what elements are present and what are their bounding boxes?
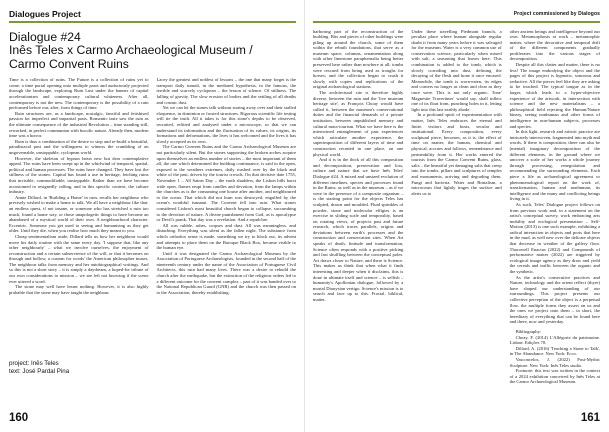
running-header: Project commissioned by Dialogos [513, 11, 600, 17]
paragraph: The Carmo Convent Ruins and the Carmo Archaeological Museum are not particularly silent. But the stones supporting the broken arches acquire upon themselves an endless number of stories – the most important of them all, the one which determined the building continuance, is said in the open, exposed to the weathers extremes, daily washed over by the black and white of the past, driven by the tourist crowds. On that decisive date 1755, November 1 – All Saints Day – the earth shudders, the Lisbon hills burst wide open, flames erupt from candles and devotion, from the lamps within the churches as is the consuming one house after another, and neighboured to the ocean. That which did not burn was destroyed, engulfed by the ocean's wrathful tsunami. The Convent fell into ruin. What stones considered Lisbon's most beautiful church began to collapse, succumbing to the devotion of nature. A divine punishment from God, as is apocalypse or Devil's prank. That day was a revelation. And a sepulchre. [156, 144, 296, 223]
title-line: Dialogue #24 [9, 29, 81, 44]
header-rule [313, 21, 600, 23]
footnote: Footnote: this text was written in the context of a 2024 exhibition conceived by Inês Teles at the Carmo Archaeological Museum. [509, 368, 600, 385]
article-title [9, 31, 296, 72]
header-rule [9, 21, 296, 23]
paragraph: Cheap sentimentalism aside, Dillard tells us how her neighbour would move his daily routine with the same every day. 'I suppose that, like any other neighbourly' – what we involve ourselves, the enjoyment of reconstruction and a certain subservience of the will, or that it becomes on through and hollow, a custom for words' the American philosopher muses. The neighbour talks from memory and her autobiographical writings. And so this is not a short story – it is simply a daydream, a hoped-for tribute of our own considerations to mission – we are left not knowing if the scene ever uttered a word. [9, 233, 149, 284]
text-column-1 [9, 77, 149, 355]
title-line: Carmo Convent Ruins [9, 56, 129, 71]
running-header: Dialogues Project [9, 9, 81, 19]
bibliography-entry: Dillard, A. (2016) 'Teaching a Stone to Talk', in The Abundance. New York: Ecco. [509, 345, 600, 357]
paragraph: Despite all this clatter and matter, there is no less! The image embodying the object and the pages of this project is hypnotic, sonorous and seductive. All the pieces feel like they are asking to be touched. The typical tongue as in the larger, which leads to a hyper-objective experience of the artwork, in intersection with science and the new materialisms – a philosophical field rejecting the Human/Nature binary, seeing nonhuman and other forms of intelligence in non-human subjects, processes and species. [509, 62, 600, 129]
text-column-2 [411, 29, 501, 382]
bibliography-entry: Choay, F. (2014) L'Allégorie du patrimoine. Lisbon: Edições 70. [509, 334, 600, 346]
paragraph: Until it was designated the Carmo Archaeological Museum by the Association of Portuguese Archaeologists, founded in the second half of the nineteenth century under the name of the Association of Portuguese Civil Architects, this ruin had many lives. There was a desire to rebuild the church after the earthquake, but the extinction of the religious orders led to a different outcome for the convent complex – part of it was handed over to the National Republican Guard (GNR) and the church was then passed on to the Association, thereby establishing. [156, 250, 296, 295]
credit-project: project: Inês Teles [9, 360, 59, 367]
paragraph: In a profound spirit of experimentation with matter, Inês Teles embraces the eternal and finite, visitors and hosts, secular and institutional. Every composition, every sculptural piece, becomes, as it is, the effect of time on matter, the human, chemical and physical, accrues and follows, remembrance and permeability from it. Her works entered the tourists from the Carmo Convent Ruins, glass, salts – the beautiful yet damaging salts that creep into the tombs, pillars and sculptures of temples and monuments, arriving and degrading them. Fungi and bacteria. Water and Brutalism, a microcosm that lightly tinges the surface and alerts us to [411, 112, 502, 196]
paragraph: harboring part of the reconstruction of the building. Bits and pieces of other buildings were piling up around the church, some of them within the rebuilt foundations, that serve as a museum space; columns, ornamentation along with other limestone paraphernalia being better preserved here rather than nowhere at all; tombs were rescued from being used as troughs for horses; and the collection began to crush it slowly with copies and replications of the original archaeological stations. [313, 28, 404, 90]
title-line: Inês Teles x Carmo Archaeological Museum / [9, 43, 253, 58]
paragraph: Lacey the greatest and noblest of lessons – the one that many forget is the transport daily tumult, in the mediated hypothesis, in the famous, the terrible and scarcely cyclopean – the lesson of silence. Of stillness. The falling of gravity. The slow erosion of bodies and the settling of all deaths and cosmic dust. [156, 77, 296, 105]
bibliography-entry: Vasconcelos, J. (2022) Post-Mythic Sculpture. New York: Inês Teles studio. [509, 356, 600, 368]
credit-text: text: José Pardal Pina [9, 368, 70, 375]
paragraph: As the artist's consecutive practices and Nature, technology and the orient reflect (thyre) have shaped our understanding of our surroundings. This project presents our collective perception of the object is a perpetual flow, the multiple forms they assert on us and the ones we project onto them – in short, the hereditary of everything that can be found here and there, now and yesterday. [509, 274, 600, 325]
text-column-2 [157, 77, 297, 355]
paragraph: However, the skeleton of hypnos bears new but dear contemplative appeal. The ruins have been swept up in the whirlwind of temporal, spatial, political and human processes. The ruins have changed. They have lost the stillness of the stones. Capital has found a use in heritage, fetching ruins that invisible, commodifiable, unstoppable. Rather than we have become accustomed to resignedly calling, and in this specific context, the culture industry. [9, 155, 149, 195]
paragraph: Time is a collection of ruins. The Future is a collection of ruins yet to come: a time portal opening onto multiple pasts and audaciously projected through the landscape, exploring Ruin Lust under the banner of capital accelerationism and contemporary cultural whiteness. After all, contemporary is not the new. The contemporary is the possibility of a ruin performed before our, after, from things of time. [9, 77, 149, 111]
bibliography-title: Bibliography: [515, 328, 542, 334]
paragraph: other ancient beings and intelligence beyond our own. Metamorphosis at work – metamorphic matter, where the decorative and temporal drift of the different components gradually proliferates into the various stages of decomposition. [509, 28, 600, 62]
paragraph: In this light, research and artistic practice are intricately interwoven, fragmented into myth and words. If there is composition, there can also be (mental) imaginary decomposition of the different elements, in the ground where we uncover a scale of her works a whole journey through processing, renegotiation and recommending the surrounding elements. Each piece a life as archaeological agreement or phenomenological report on the work of, transformation, human and nonhuman, its intelligence and the many and conflicting beings living in it. [509, 129, 600, 202]
page-number: 160 [9, 412, 29, 424]
text-column-3 [509, 28, 600, 385]
paragraph: As such, Teles' Dialogue project follows on from previous work and, in a statement on the artist's conceptual survey, work embracing arts mobility and ecological presentation – Self-Motion (2013) is one such example, exhibiting a radical interaction in objects and ports that here in the mud, as well new over the delicate objects that decrease in weather of the gallery floor. Thorowell Enactus (2022) and Compounds of performative matter (2022) are triggered by ecological image agency as they draw and yield the cereals and traffic between the organic and the synthetic. [509, 201, 600, 275]
credits [9, 360, 69, 376]
page-number: 161 [580, 412, 600, 424]
paragraph: Ruin is thus a combination of the desire to stop and re-build a beautiful, paradisiacal past and the willingness to witness the crumbling of an ungovernable, unstoppable, cyclopean world. [9, 138, 149, 155]
paragraph: Under these travelling Piedmont branch, a peculiar place where human alongside regular doubt it from many years before it was salvaged for the museum. Water is a very common use of conservation science, particularly when mixed with salt, a seasoning that leaves here. This combination is added to the tomb, which is slowly corroding into dust, defining the decaying of the flesh and bone it once encased. Meanwhile, the tomb is worn-eaten, its edges and corners no longer as clean and clear as they once were. This is not only organic. Tone' Magnesite Travertines' would say, shall inflect one of its float from, punching holes in it, letting light into this last earthly abode. [411, 28, 502, 112]
paragraph: The architectural site is therefore highly diverse, between the ruin and the 'live museum heritage site', as François Choay would have called it, between the museum's conservational duties and the financial demands of a private institution, between unpublished memory and cultural mass-tourism. What we have here is the intertwined entanglement of past experiences which articulate another experience, the superimposition of different layers of time and construction recasted in one place, on one physical world. [313, 90, 404, 157]
right-page [305, 0, 609, 432]
paragraph: Annie Dillard, in 'Building a Home' in ruin, recalls her neighbour who precisely wished to make a home to talk. We all have a neighbour like that: an endless quest, if not insane, or someone who has stretched a ruin too much, found a home way, or those unapologetic things to have become an abandoned of a mystical world of their own. A neighbourhood character. Eccentric. Someone you get used to seeing and humanising as they get older. Until they die, when you realise how much they meant to you. [9, 194, 149, 234]
paragraph: The stone may well have learnt nothing. However, it is also highly probable that the stone may have taught the neighbour. [9, 284, 149, 295]
left-page [0, 0, 304, 432]
paragraph: All was rubble, ashes, corpses and dust. All was meaningless, and disturbing. Everything was silent as the fallen night. The substance from which orthodox sense is made, something we try to block out, its advent and attempts to place them on the Baroque Black Box, became visible to the human eye. [156, 222, 296, 251]
paragraph: And it is in the thick of all this composition and decomposition, preservation and loss, culture and nature that we have Inês Teles' Dialogue #24. A mixed and unsized evolution of different timelines, species and processes found in the Ruins, as well as in the museum – as if we were in the presence of a composite organism – is the starting point for the objects Teles has sculpted, drawn and moulded. Fluid sprinkles of powder, stone and molecular effigies is an exercise in sliding scale and temporality, based on rotating views, of projects past and future research, which traces parallels, origins and deviations between earth's processes and the construction and conservation sites. When Art speaks of death, finitude and transformation, Science often responds with a positive picking and fast shuffling between the conceptual poles. Art draws closer to Nature, and there is Science. This makes us think that when what it finds interesting and deeper when it disclaims, this is done in ultimate itself and science – is selfish – humanity's Apollonian dialogue, followed by a mortal Dionysian vertigo. Science's mission is to search and face up to this. Fractal, biblical, matter. [313, 157, 404, 302]
paragraph: Yet we can let the stones talk without staring away over and their stalled eloquence, in dominion or frosted structures. Rigorous scientific life testing will tie the truth. All it takes is for this stone's depths to be observed, recruited, refitted and analysed under a microscope, so that we can understand its information and the fluctuation of its values, its origins, its formations and deformations, the lives it has welcomed and the lives it has slowly accepted as its own. [156, 105, 296, 144]
paragraph: Ruin structures are, as a landscape, nostalgic, fanciful and fetishised passion for imperfect and impartial pasts. Romantic taste saw the ruin as the ultimate consequence of the industrial Revolution – time standing still, reworked, in perfect communion with bucolic nature. Already then, modern time was a horror. [9, 110, 149, 139]
text-column-1 [313, 29, 403, 382]
body-columns [9, 77, 296, 355]
body-columns [313, 28, 600, 385]
